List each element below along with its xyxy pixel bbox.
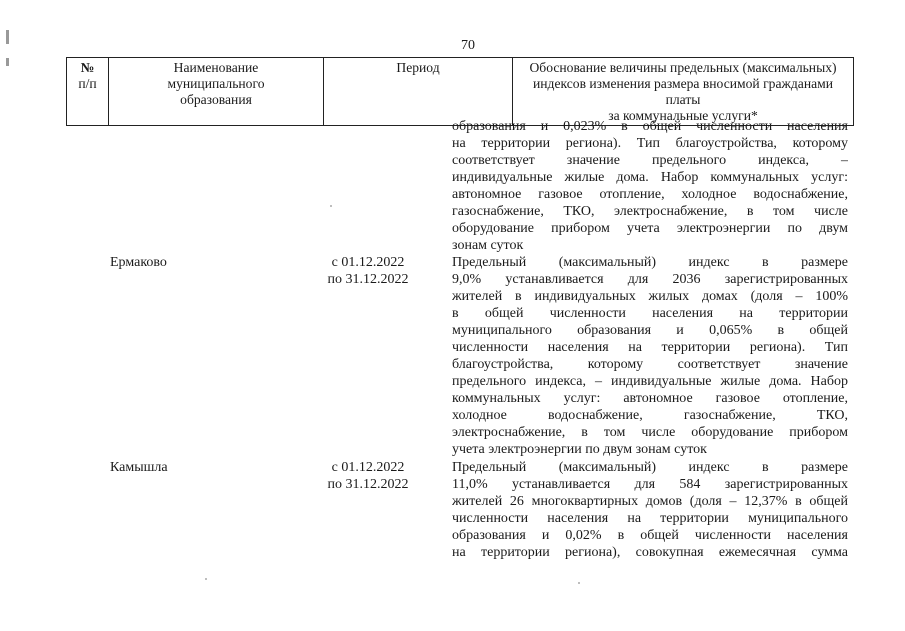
basis-text-line: Предельный (максимальный) индекс в размере: [452, 255, 848, 270]
header-basis: [513, 58, 854, 126]
scan-speck: [330, 205, 332, 207]
basis-text-line: соответствует значение предельного индекса, –: [452, 153, 848, 168]
period-to: по 31.12.2022: [327, 272, 409, 287]
table-header: [66, 57, 854, 126]
header-name-line: муниципального: [167, 76, 265, 91]
header-name-line: образования: [180, 92, 252, 107]
scan-margin-mark: [6, 58, 9, 66]
basis-text-line: жителей 26 многоквартирных домов (доля – 12,37% в общей: [452, 494, 848, 509]
basis-text-line: индивидуальные жилые дома. Набор коммунальных услуг:: [452, 170, 848, 185]
header-period: [324, 58, 513, 126]
period-from: с 01.12.2022: [331, 460, 405, 475]
basis-text-line: на территории региона). Тип благоустройства, которому: [452, 136, 848, 151]
period-cell: [320, 254, 416, 288]
row-basis-text: [452, 459, 848, 561]
basis-text-line: образования и 0,02% в общей численности населения: [452, 528, 848, 543]
basis-text-line: газоснабжение, ТКО, электроснабжение, в том числе: [452, 204, 848, 219]
header-basis-line: индексов изменения размера вносимой гражданами платы: [532, 76, 834, 107]
period-to: по 31.12.2022: [327, 477, 409, 492]
header-num-label: п/п: [78, 76, 97, 91]
basis-text-line: образования и 0,023% в общей численности населения: [452, 119, 848, 134]
scan-speck: [578, 582, 580, 584]
basis-text-line: учета электроэнергии по двум зонам суток: [452, 442, 707, 457]
basis-text-line: оборудование прибором учета электроэнергии по двум: [452, 221, 848, 236]
basis-text-line: численности населения на территории региона). Тип: [452, 340, 848, 355]
row-basis-text: [452, 118, 848, 254]
basis-text-line: на территории региона), совокупная ежемесячная сумма: [452, 545, 848, 560]
basis-text-line: жителей в индивидуальных жилых домах (доля – 100%: [452, 289, 848, 304]
basis-text-line: численности населения на территории муниципального: [452, 511, 848, 526]
municipality-name: Ермаково: [110, 255, 167, 270]
period-from: с 01.12.2022: [331, 255, 405, 270]
header-basis-line: за коммунальные услуги*: [608, 108, 758, 123]
basis-text-line: автономное газовое отопление, холодное водоснабжение,: [452, 187, 848, 202]
basis-text-line: 11,0% устанавливается для 584 зарегистрированных: [452, 477, 848, 492]
scan-speck: [205, 578, 207, 580]
period-cell: [320, 459, 416, 493]
row-basis-text: [452, 254, 848, 458]
page-number: 70: [461, 38, 475, 53]
municipality-name: Камышла: [110, 460, 168, 475]
basis-text-line: предельного индекса, – индивидуальные жилые дома. Набор: [452, 374, 848, 389]
basis-text-line: Предельный (максимальный) индекс в размере: [452, 460, 848, 475]
header-num: [67, 58, 109, 126]
header-num-sign: №: [80, 60, 95, 75]
basis-text-line: коммунальных услуг: автономное газовое отопление,: [452, 391, 848, 406]
basis-text-line: муниципального образования и 0,065% в общей: [452, 323, 848, 338]
basis-text-line: холодное водоснабжение, газоснабжение, ТКО,: [452, 408, 848, 423]
basis-text-line: благоустройства, которому соответствует значение: [452, 357, 848, 372]
basis-text-line: электроснабжение, в том числе оборудование прибором: [452, 425, 848, 440]
basis-text-line: в общей численности населения на территории: [452, 306, 848, 321]
header-name-line: Наименование: [173, 60, 259, 75]
header-basis-line: Обоснование величины предельных (максимальных): [529, 60, 837, 75]
scan-margin-mark: [6, 30, 9, 44]
basis-text-line: зонам суток: [452, 238, 524, 253]
header-period-label: Период: [396, 60, 440, 75]
header-name: [109, 58, 324, 126]
basis-text-line: 9,0% устанавливается для 2036 зарегистрированных: [452, 272, 848, 287]
